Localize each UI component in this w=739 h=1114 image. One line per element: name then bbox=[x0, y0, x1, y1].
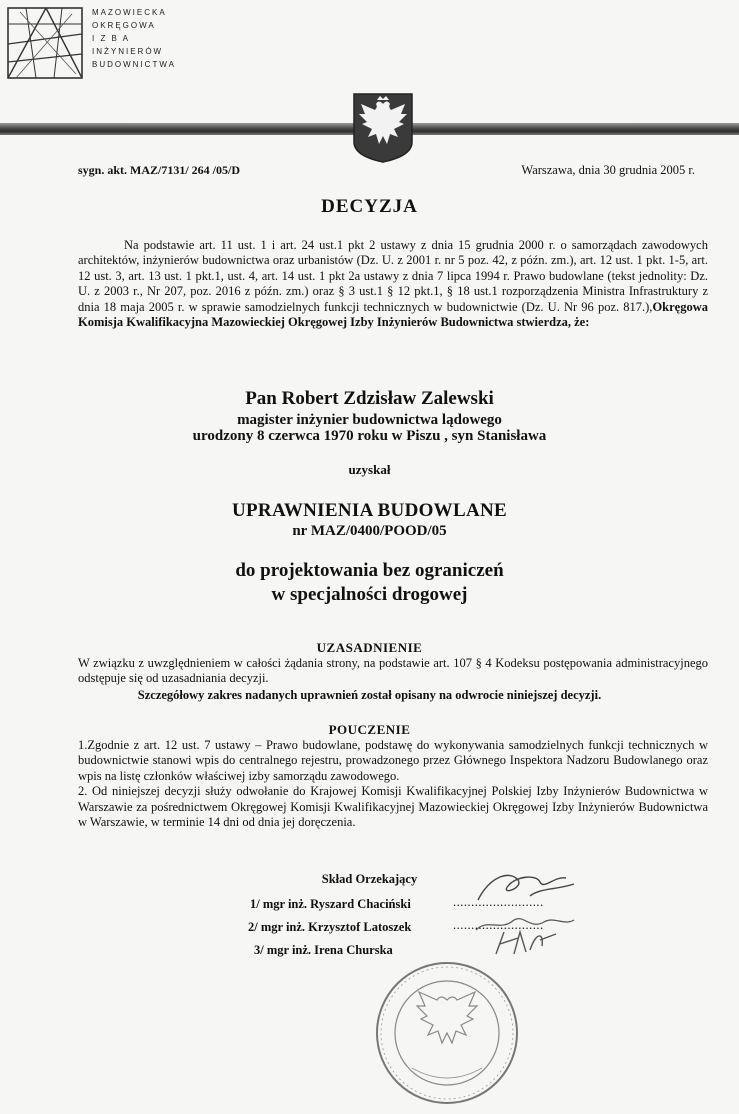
instruction-point-1: 1.Zgodnie z art. 12 ust. 7 ustawy – Prawo budowlane, podstawę do wykonywania samodzielnych funkcji technicznych w budownictwie stanowi wpis do centralnego rejestru, prowadzonego przez Głównego Inspektora Nadzoru Budowlanego oraz wpis na listę członków właściwej izby samorządu zawodowego. bbox=[78, 738, 708, 783]
chamber-name-line: MAZOWIECKA bbox=[92, 8, 167, 17]
justification-text: W związku z uwzględnieniem w całości żądania strony, na podstawie art. 107 § 4 Kodeksu postępowania administracyjnego odstępuje się od uzasadniania decyzji. bbox=[78, 656, 708, 686]
panel-member-3: 3/ mgr inż. Irena Churska bbox=[254, 943, 393, 957]
chamber-name-line: BUDOWNICTWA bbox=[92, 60, 176, 69]
justification-heading: UZASADNIENIE bbox=[316, 640, 423, 655]
person-birth: urodzony 8 czerwca 1970 roku w Piszu , syn Stanisława bbox=[192, 428, 547, 444]
legal-basis-text: Na podstawie art. 11 ust. 1 i art. 24 ust.1 pkt 2 ustawy z dnia 15 grudnia 2000 r. o samorządach zawodowych architektów, inżynierów budownictwa oraz urbanistów (Dz. U. z 2001 r. nr 5 poz. 42, z późn. zm.), art. 12 ust. 1 pkt. 1-5, art. 12 ust. 3, art. 13 ust. 1 pkt.1, ust. 4, art. 14 ust. 1 pkt 2a ustawy z dnia 7 lipca 1994 r. Prawo budowlane (tekst jednolity: Dz. U. z 2003 r., Nr 207, poz. 2016 z późn. zm.) oraz § 3 ust.1 § 12 pkt.1, § 18 ust.1 rozporządzenia Ministra Infrastruktury z dnia 18 maja 2005 r. w sprawie samodzielnych funkcji technicznych w budownictwie (Dz. U. Nr 96 poz. 817.), bbox=[78, 238, 708, 314]
chamber-name-line: I Z B A bbox=[92, 34, 131, 43]
person-name: Pan Robert Zdzisław Zalewski bbox=[245, 388, 494, 409]
document-title: DECYZJA bbox=[321, 196, 418, 217]
signature-line-1: ......................... bbox=[453, 895, 544, 909]
permission-specialty: w specjalności drogowej bbox=[271, 584, 468, 605]
panel-heading: Skład Orzekający bbox=[321, 872, 418, 886]
instruction-point-2: 2. Od niniejszej decyzji służy odwołanie do Krajowej Komisji Kwalifikacyjnej Polskiej Izby Inżynierów Budownictwa w Warszawie za pośrednictwem Okręgowej Komisji Kwalifikacyjnej Mazowieckiej Okręgowej Izby Inżynierów Budownictwa w Warszawie, w terminie 14 dni od dnia jej doręczenia. bbox=[78, 784, 708, 830]
signature-1-icon bbox=[470, 866, 580, 910]
eagle-emblem-icon bbox=[352, 92, 414, 164]
instruction-heading: POUCZENIE bbox=[328, 722, 411, 737]
official-seal-icon bbox=[372, 958, 522, 1108]
case-reference: sygn. akt. MAZ/7131/ 264 /05/D bbox=[78, 163, 241, 177]
chamber-name-line: OKRĘGOWA bbox=[92, 21, 156, 30]
person-degree: magister inżynier budownictwa lądowego bbox=[237, 412, 502, 428]
chamber-name-line: INŻYNIERÓW bbox=[92, 47, 164, 56]
chamber-name bbox=[92, 6, 182, 71]
obtained-label: uzyskał bbox=[348, 462, 391, 477]
signature-line-2: ......................... bbox=[453, 918, 544, 932]
instruction-body bbox=[78, 738, 708, 830]
legal-basis bbox=[78, 238, 708, 330]
justification-note: Szczegółowy zakres nadanych uprawnień został opisany na odwrocie niniejszej decyzji. bbox=[137, 688, 602, 702]
signature-3-icon bbox=[490, 926, 560, 960]
place-date: Warszawa, dnia 30 grudnia 2005 r. bbox=[521, 163, 695, 177]
permission-title: UPRAWNIENIA BUDOWLANE bbox=[232, 500, 507, 521]
chamber-logo bbox=[6, 2, 176, 84]
panel-member-1: 1/ mgr inż. Ryszard Chaciński bbox=[250, 897, 411, 911]
permission-scope: do projektowania bez ograniczeń bbox=[235, 560, 504, 581]
legal-basis-conclusion: Okręgowa Komisja Kwalifikacyjna Mazowieckiej Okręgowej Izby Inżynierów Budownictwa stwierdza, że: bbox=[78, 299, 708, 330]
chamber-logo-icon bbox=[6, 4, 84, 82]
permission-number: nr MAZ/0400/POOD/05 bbox=[292, 523, 447, 539]
panel-member-2: 2/ mgr inż. Krzysztof Latoszek bbox=[248, 920, 412, 934]
